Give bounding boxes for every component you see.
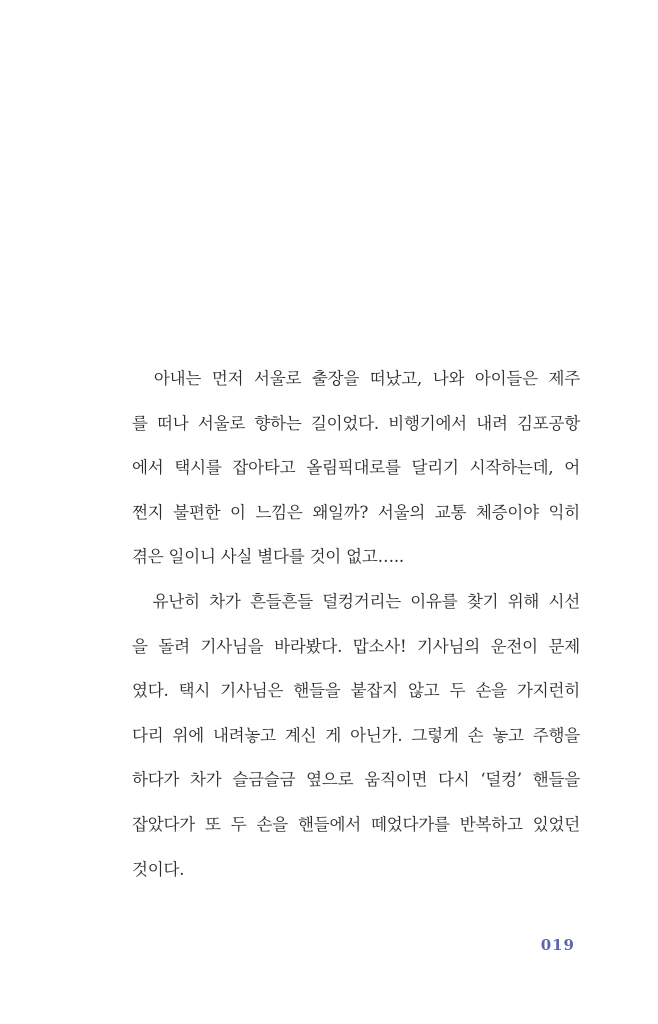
body-text — [132, 357, 580, 892]
text-line: 하다가 차가 슬금슬금 옆으로 움직이면 다시 ‘덜컹’ 핸들을 — [132, 770, 580, 790]
text-line: 를 떠나 서울로 향하는 길이었다. 비행기에서 내려 김포공항 — [132, 413, 580, 433]
page-number: 019 — [540, 936, 575, 954]
text-line: 아내는 먼저 서울로 출장을 떠났고, 나와 아이들은 제주 — [132, 369, 580, 388]
paragraph-1 — [132, 357, 580, 580]
text-line: 다리 위에 내려놓고 계신 게 아닌가. 그렇게 손 놓고 주행을 — [132, 725, 580, 745]
paragraph-2 — [132, 580, 580, 892]
text-line: 것이다. — [132, 859, 185, 879]
text-line: 잡았다가 또 두 손을 핸들에서 떼었다가를 반복하고 있었던 — [132, 814, 580, 834]
text-line: 쩐지 불편한 이 느낌은 왜일까? 서울의 교통 체증이야 익히 — [132, 502, 580, 522]
text-line: 였다. 택시 기사님은 핸들을 붙잡지 않고 두 손을 가지런히 — [132, 681, 580, 701]
text-line: 을 돌려 기사님을 바라봤다. 맙소사! 기사님의 운전이 문제 — [132, 636, 580, 656]
text-line: 겪은 일이니 사실 별다를 것이 없고….. — [132, 547, 404, 567]
text-line: 유난히 차가 흔들흔들 덜컹거리는 이유를 찾기 위해 시선 — [132, 591, 580, 611]
text-line: 에서 택시를 잡아타고 올림픽대로를 달리기 시작하는데, 어 — [132, 458, 580, 478]
